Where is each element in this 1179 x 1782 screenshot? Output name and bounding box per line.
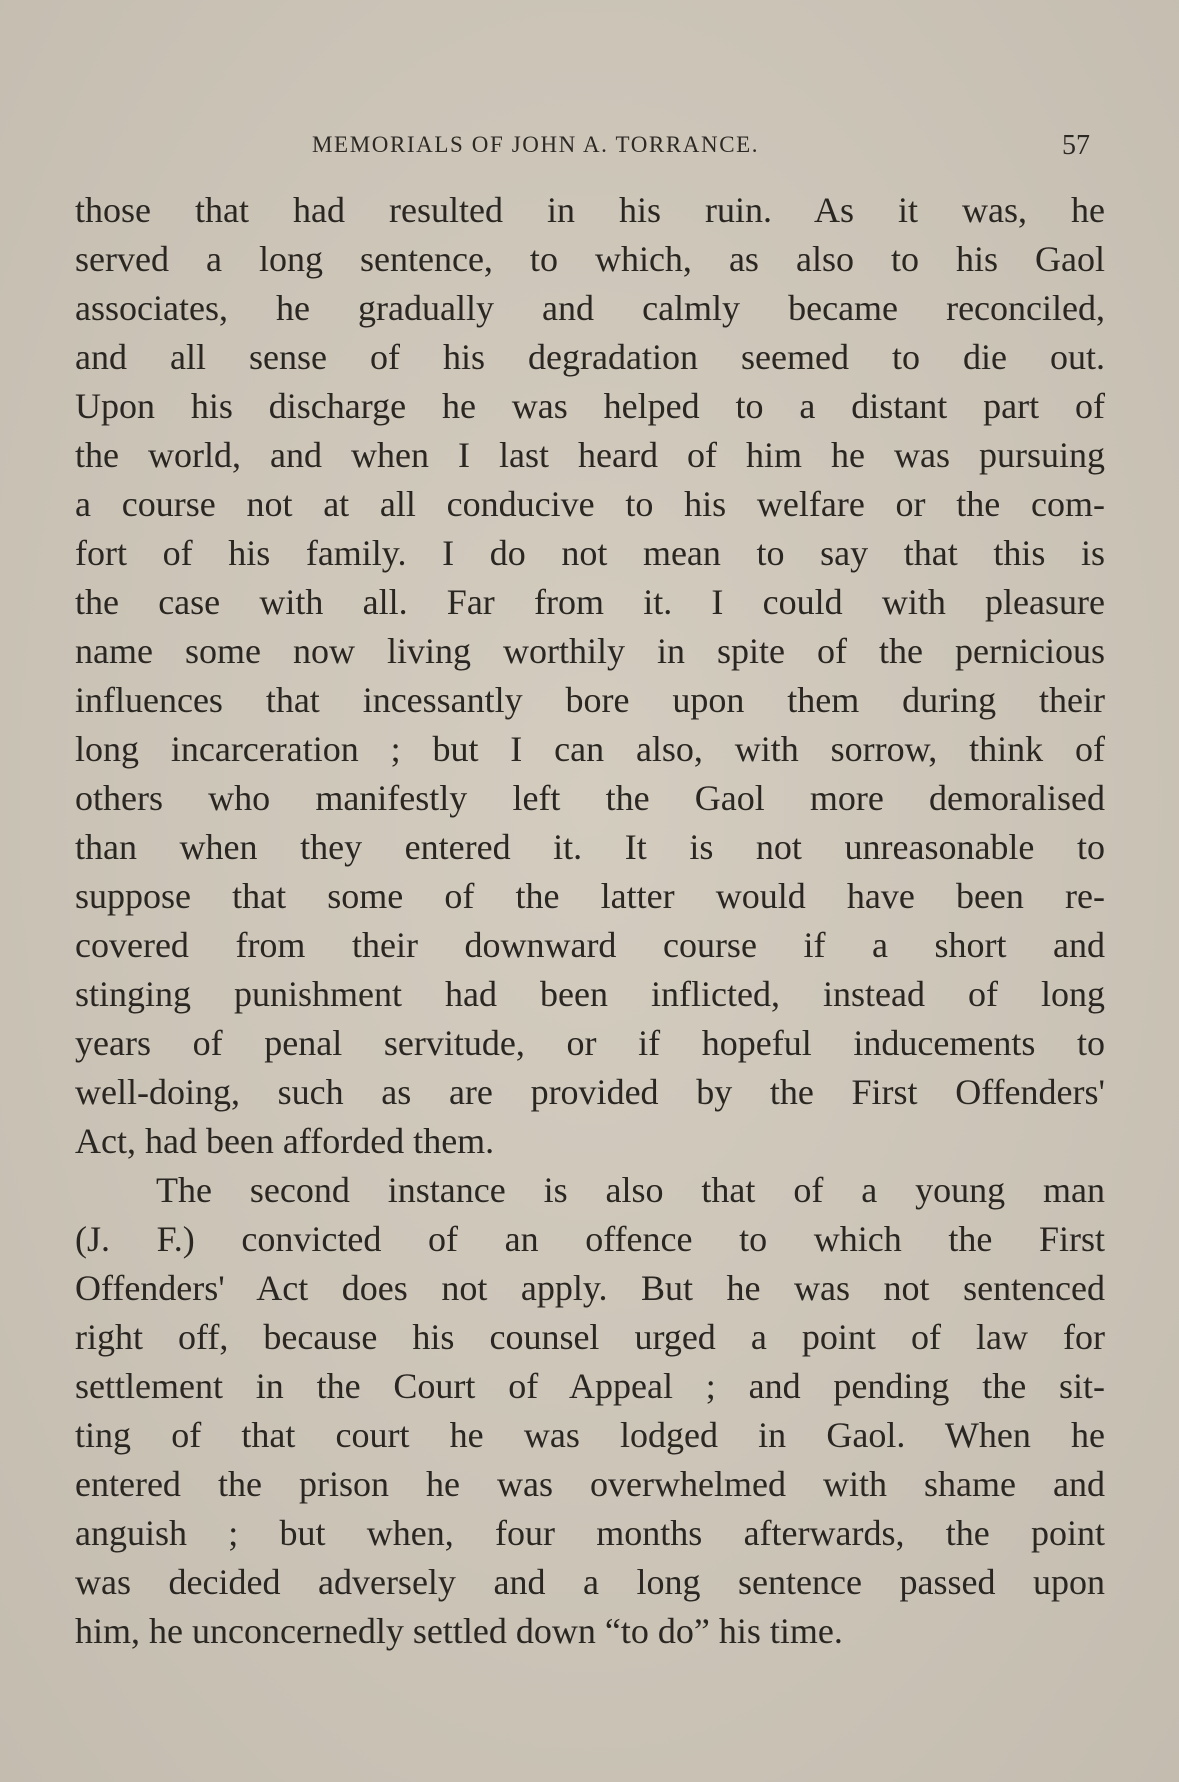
- text-line: influences that incessantly bore upon them during their: [75, 680, 1105, 720]
- text-line: name some now living worthily in spite of the pernicious: [75, 631, 1105, 671]
- text-line: anguish ; but when, four months afterwards, the point: [75, 1513, 1105, 1553]
- text-line: associates, he gradually and calmly became reconciled,: [75, 288, 1105, 328]
- running-head: [0, 128, 1179, 168]
- text-line: well-doing, such as are provided by the First Offenders': [75, 1072, 1105, 1112]
- text-line: stinging punishment had been inflicted, instead of long: [75, 974, 1105, 1014]
- text-line: than when they entered it. It is not unreasonable to: [75, 827, 1105, 867]
- text-line: the world, and when I last heard of him he was pursuing: [75, 435, 1105, 475]
- text-line: years of penal servitude, or if hopeful inducements to: [75, 1023, 1105, 1063]
- page-number: 57: [1062, 130, 1090, 161]
- paragraph: [75, 1166, 1105, 1656]
- text-line: suppose that some of the latter would have been re-: [75, 876, 1105, 916]
- text-line: Act, had been afforded them.: [75, 1121, 495, 1161]
- text-line: settlement in the Court of Appeal ; and pending the sit-: [75, 1366, 1105, 1406]
- paragraph: [75, 186, 1105, 1166]
- text-line: the case with all. Far from it. I could with pleasure: [75, 582, 1105, 622]
- text-line: was decided adversely and a long sentence passed upon: [75, 1562, 1105, 1602]
- body-text: [75, 186, 1105, 1656]
- text-line: served a long sentence, to which, as also to his Gaol: [75, 239, 1105, 279]
- text-line: and all sense of his degradation seemed to die out.: [75, 337, 1105, 377]
- running-title: MEMORIALS OF JOHN A. TORRANCE.: [312, 132, 760, 157]
- text-line: right off, because his counsel urged a point of law for: [75, 1317, 1105, 1357]
- text-line: (J. F.) convicted of an offence to which the First: [75, 1219, 1105, 1259]
- text-line: him, he unconcernedly settled down “to do” his time.: [75, 1611, 843, 1651]
- text-line: The second instance is also that of a young man: [156, 1170, 1105, 1210]
- text-line: fort of his family. I do not mean to say that this is: [75, 533, 1105, 573]
- text-line: covered from their downward course if a short and: [75, 925, 1105, 965]
- text-line: Upon his discharge he was helped to a distant part of: [75, 386, 1105, 426]
- text-line: ting of that court he was lodged in Gaol. When he: [75, 1415, 1105, 1455]
- text-line: Offenders' Act does not apply. But he was not sentenced: [75, 1268, 1105, 1308]
- text-line: entered the prison he was overwhelmed with shame and: [75, 1464, 1105, 1504]
- text-line: those that had resulted in his ruin. As it was, he: [75, 190, 1105, 230]
- text-line: a course not at all conducive to his welfare or the com-: [75, 484, 1105, 524]
- text-line: others who manifestly left the Gaol more demoralised: [75, 778, 1105, 818]
- text-line: long incarceration ; but I can also, with sorrow, think of: [75, 729, 1105, 769]
